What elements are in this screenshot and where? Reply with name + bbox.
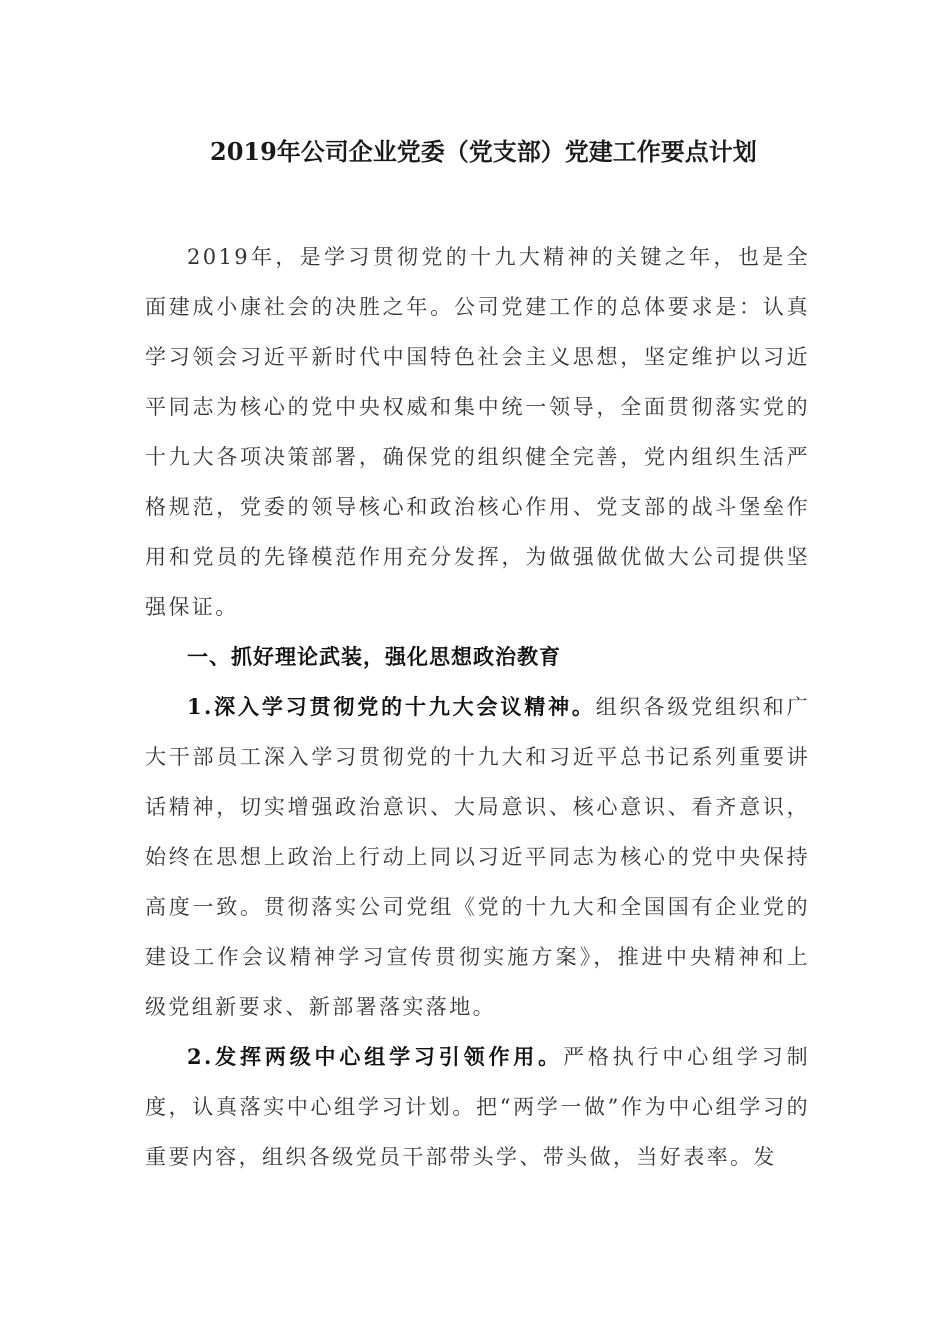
item-lead: 2.发挥两级中心组学习引领作用。: [187, 1044, 563, 1069]
document-title: 2019年公司企业党委（党支部）党建工作要点计划: [210, 137, 757, 166]
item-text: 组织各级党组织和广大干部员工深入学习贯彻党的十九大和习近平总书记系列重要讲话精神，切实增强政治意识、大局意识、核心意识、看齐意识，始终在思想上政治上行动上同以习近平同志为核心的党中央保持高度一致。贯彻落实公司党组《党的十九大和全国国有企业党的建设工作会议精神学习宣传贯彻实施方案》，推进中央精神和上级党组新要求、新部署落实落地。: [145, 695, 811, 1019]
document-body: [145, 232, 810, 1182]
item-paragraph-1: [145, 682, 810, 1032]
intro-paragraph: 2019年，是学习贯彻党的十九大精神的关键之年，也是全面建成小康社会的决胜之年。公司党建工作的总体要求是：认真学习领会习近平新时代中国特色社会主义思想，坚定维护以习近平同志为核心的党中央权威和集中统一领导，全面贯彻落实党的十九大各项决策部署，确保党的组织健全完善，党内组织生活严格规范，党委的领导核心和政治核心作用、党支部的战斗堡垒作用和党员的先锋模范作用充分发挥，为做强做优做大公司提供坚强保证。: [145, 245, 810, 619]
item-text: 严格执行中心组学习制度，认真落实中心组学习计划。把“两学一做”作为中心组学习的重要内容，组织各级党员干部带头学、带头做，当好表率。发: [145, 1045, 811, 1169]
section-heading: 一、抓好理论武装，强化思想政治教育: [187, 645, 561, 669]
item-paragraph-2: [145, 1032, 810, 1182]
item-lead: 1.深入学习贯彻党的十九大会议精神。: [187, 694, 596, 719]
